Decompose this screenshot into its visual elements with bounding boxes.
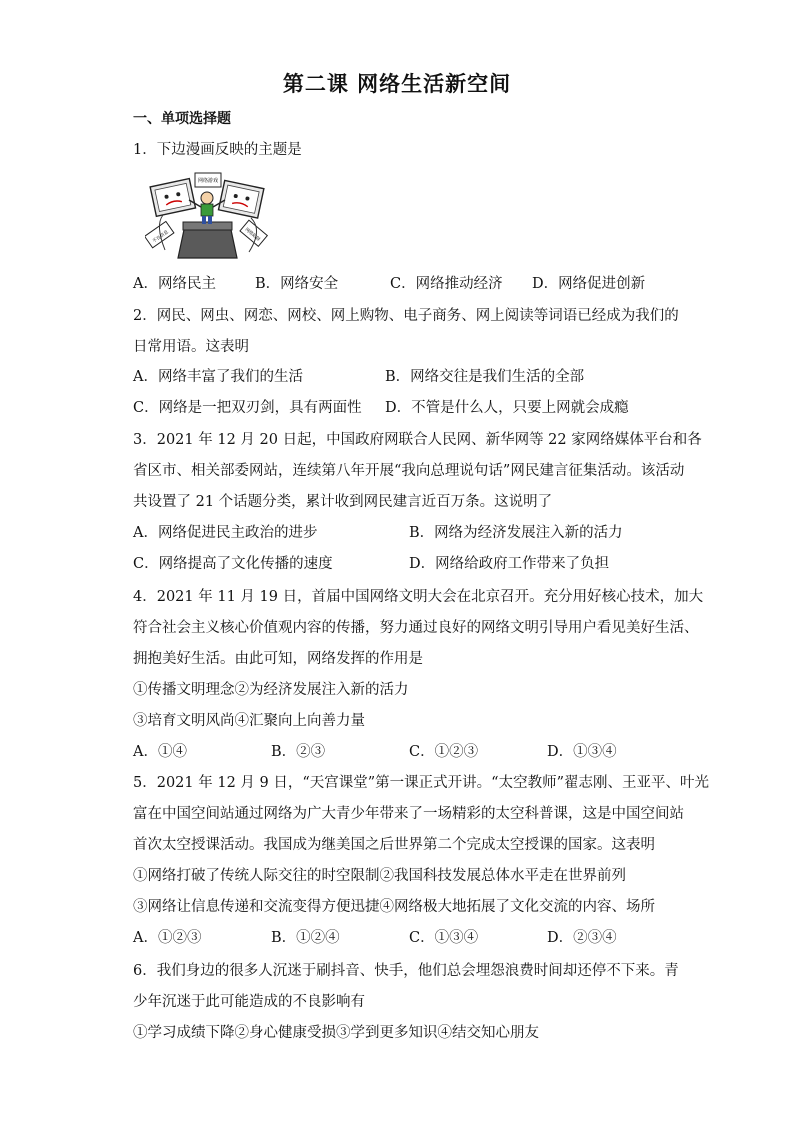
option-b[interactable]: B．②③ [271, 744, 326, 760]
question-2-stem: 2．网民、网虫、网恋、网校、网上购物、电子商务、网上阅读等词语已经成为我们的 [133, 308, 679, 324]
question-5-stem: 富在中国空间站通过网络为广大青少年带来了一场精彩的太空科普课，这是中国空间站 [133, 806, 684, 822]
question-5-statement: ①网络打破了传统人际交往的时空限制②我国科技发展总体水平走在世界前列 [133, 868, 626, 884]
question-6-stem: 6．我们身边的很多人沉迷于刷抖音、快手，他们总会埋怨浪费时间却还停不下来。青 [133, 963, 679, 979]
option-c[interactable]: C．网络是一把双刃剑，具有两面性 [133, 400, 362, 416]
option-a[interactable]: A．①②③ [133, 930, 202, 946]
option-b[interactable]: B．网络为经济发展注入新的活力 [409, 525, 623, 541]
question-6-stem: 少年沉迷于此可能造成的不良影响有 [133, 994, 365, 1010]
question-3-stem: 3．2021 年 12 月 20 日起，中国政府网联合人民网、新华网等 22 家网络媒体平台和各 [133, 432, 702, 448]
option-a[interactable]: A．网络丰富了我们的生活 [133, 369, 303, 385]
question-4-stem: 符合社会主义核心价值观内容的传播，努力通过良好的网络文明引导用户看见美好生活、 [133, 620, 699, 636]
question-2-options [133, 367, 673, 387]
option-d[interactable]: D．网络给政府工作带来了负担 [409, 556, 610, 572]
option-d[interactable]: D．②③④ [547, 930, 617, 946]
question-3-options [133, 523, 673, 543]
question-5-stem: 5．2021 年 12 月 9 日，“天宫课堂”第一课正式开讲。“太空教师”翟志刚、王亚平、叶光 [133, 775, 709, 791]
option-b[interactable]: B．①②④ [271, 930, 340, 946]
page-title: 第二课 网络生活新空间 [282, 71, 512, 96]
question-4-statement: ③培育文明风尚④汇聚向上向善力量 [133, 713, 365, 729]
question-3-options [133, 554, 673, 574]
option-c[interactable]: C．①③④ [409, 930, 479, 946]
question-5-statement: ③网络让信息传递和交流变得方便迅捷④网络极大地拓展了文化交流的内容、场所 [133, 899, 655, 915]
question-6-statement: ①学习成绩下降②身心健康受损③学到更多知识④结交知心朋友 [133, 1025, 539, 1041]
question-5-options [133, 928, 673, 948]
cartoon-illustration [145, 170, 270, 262]
option-c[interactable]: C．网络推动经济 [390, 276, 503, 292]
question-1-stem: 1．下边漫画反映的主题是 [133, 142, 302, 158]
option-d[interactable]: D．①③④ [547, 744, 617, 760]
option-b[interactable]: B．网络交往是我们生活的全部 [385, 369, 585, 385]
question-4-statement: ①传播文明理念②为经济发展注入新的活力 [133, 682, 409, 698]
question-1-options [133, 274, 673, 294]
question-2-options [133, 398, 673, 418]
question-3-stem: 共设置了 21 个话题分类，累计收到网民建言近百万条。这说明了 [133, 494, 553, 510]
option-b[interactable]: B．网络安全 [255, 276, 339, 292]
cartoon-label-bad-info: 不良信息 [152, 230, 170, 245]
question-2-stem: 日常用语。这表明 [133, 339, 249, 355]
question-4-options [133, 742, 673, 762]
option-c[interactable]: C．网络提高了文化传播的速度 [133, 556, 333, 572]
question-4-stem: 4．2021 年 11 月 19 日，首届中国网络文明大会在北京召开。充分用好核心技术，加大 [133, 589, 704, 605]
question-4-stem: 拥抱美好生活。由此可知，网络发挥的作用是 [133, 651, 423, 667]
option-c[interactable]: C．①②③ [409, 744, 479, 760]
option-a[interactable]: A．①④ [133, 744, 187, 760]
option-a[interactable]: A．网络民主 [133, 276, 216, 292]
option-d[interactable]: D．网络促进创新 [532, 276, 646, 292]
question-5-stem: 首次太空授课活动。我国成为继美国之后世界第二个完成太空授课的国家。这表明 [133, 837, 655, 853]
question-3-stem: 省区市、相关部委网站，连续第八年开展“我向总理说句话”网民建言征集活动。该活动 [133, 463, 685, 479]
option-d[interactable]: D．不管是什么人，只要上网就会成瘾 [385, 400, 629, 416]
cartoon-label-trap: 网络陷阱 [243, 227, 261, 243]
cartoon-label-game: 网络游戏 [197, 178, 219, 184]
section-heading: 一、单项选择题 [133, 111, 231, 127]
option-a[interactable]: A．网络促进民主政治的进步 [133, 525, 318, 541]
